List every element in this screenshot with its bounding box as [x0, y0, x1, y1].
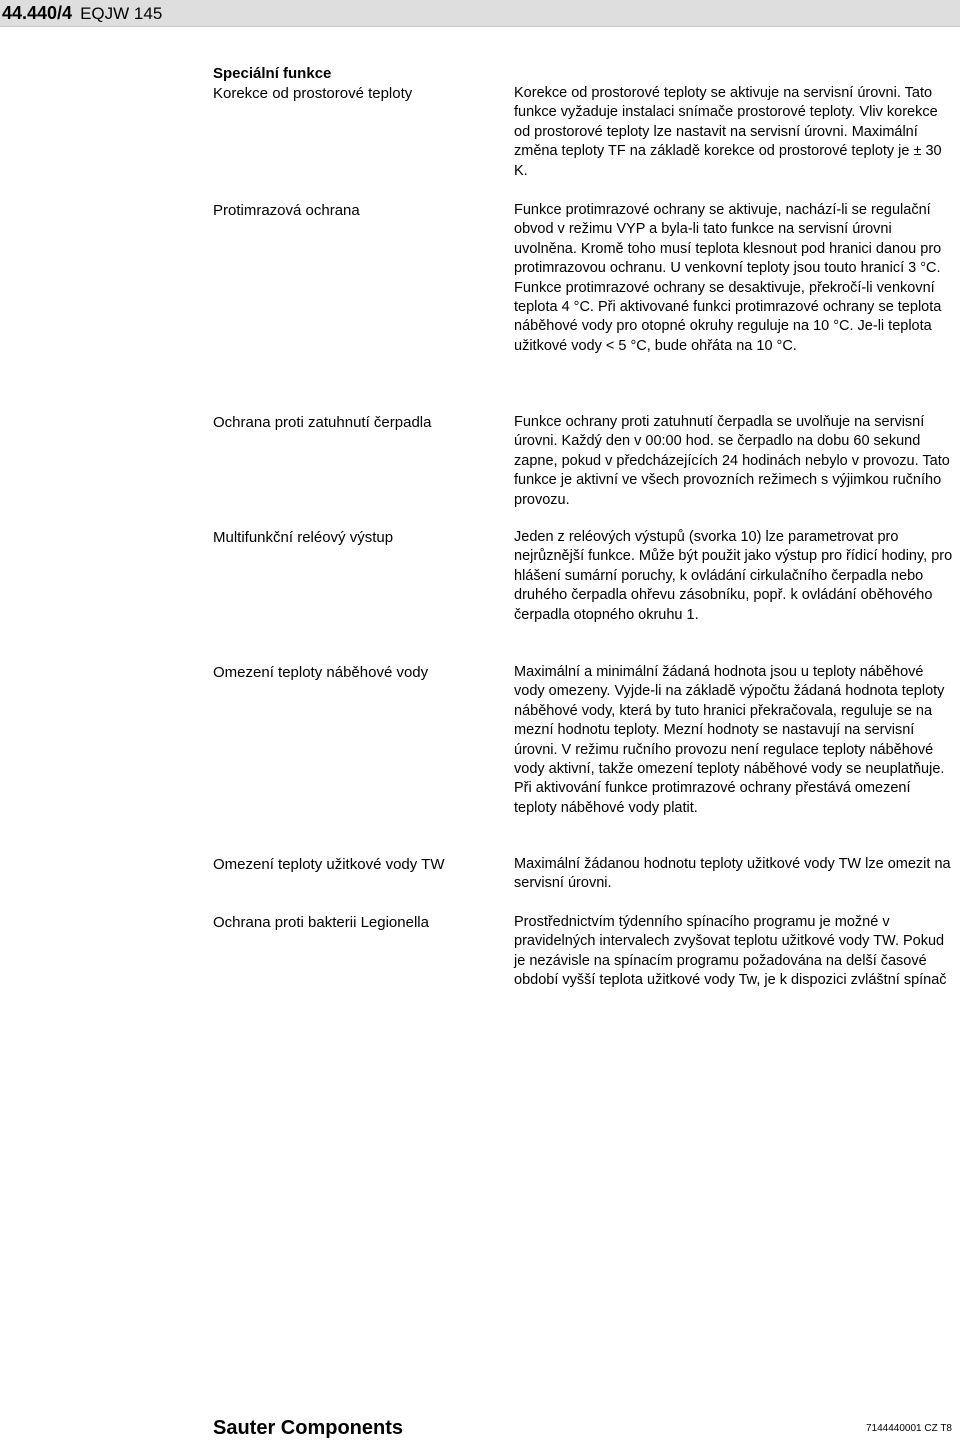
product-code: EQJW 145 — [80, 4, 163, 23]
section-title: Speciální funkce — [213, 65, 332, 82]
label-legionella-protection: Ochrana proti bakterii Legionella — [213, 914, 429, 931]
desc-multifunction-relay: Jeden z reléových výstupů (svorka 10) lze parametrovat pro nejrůznější funkce. Může být použit jako výstup pro řídicí hodiny, pro hlášení sumární poruchy, k ovládání cirkulačního čerpadla nebo druhého čerpadla ohřevu zásobníku, popř. k ovládání oběhového čerpadla otopného okruhu 1. — [514, 529, 953, 623]
label-flow-temp-limit: Omezení teploty náběhové vody — [213, 664, 429, 681]
desc-pump-seizing-protection: Funkce ochrany proti zatuhnutí čerpadla se uvolňuje na servisní úrovni. Každý den v 00:00 hod. se čerpadlo na dobu 60 sekund zapne, pokud v předcházejících 24 hodinách nebylo v provozu. Tato funkce je aktivní ve všech provozních režimech s výjimkou ručního provozu. — [514, 414, 950, 508]
label-frost-protection: Protimrazová ochrana — [213, 202, 360, 219]
page-header — [0, 0, 960, 27]
footer-document-code: 7144440001 CZ T8 — [866, 1423, 952, 1434]
label-pump-seizing-protection: Ochrana proti zatuhnutí čerpadla — [213, 414, 432, 431]
desc-frost-protection: Funkce protimrazové ochrany se aktivuje, nachází-li se regulační obvod v režimu VYP a byla-li tato funkce na servisní úrovni uvolněna. Kromě toho musí teplota klesnout pod hranici danou pro protimrazovou ochranu. U venkovní teploty jsou touto hranicí 3 °C. Funkce protimrazové ochrany se desaktivuje, překročí-li venkovní teplota 4 °C. Při aktivované funkci protimrazové ochrany se teplota náběhové vody pro otopné okruhy reguluje na 10 °C. Je-li teplota užitkové vody < 5 °C, bude ohřáta na 10 °C. — [514, 202, 942, 354]
label-dhw-temp-limit: Omezení teploty užitkové vody TW — [213, 856, 445, 873]
desc-room-temp-correction: Korekce od prostorové teploty se aktivuje na servisní úrovni. Tato funkce vyžaduje instalaci snímače prostorové teploty. Vliv korekce od prostorové teploty lze nastavit na servisní úrovni. Maximální změna teploty TF na základě korekce od prostorové teploty je ± 30 K. — [514, 85, 942, 179]
desc-flow-temp-limit: Maximální a minimální žádaná hodnota jsou u teploty náběhové vody omezeny. Vyjde-li na základě výpočtu žádaná hodnota teploty náběhové vody, která by tuto hranici překračovala, reguluje se na mezní hodnotu teploty. Mezní hodnoty se nastavují na servisní úrovni. V režimu ručního provozu není regulace teploty náběhové vody aktivní, takže omezení teploty náběhové vody se neuplatňuje. Při aktivování funkce protimrazové ochrany přestává omezení teploty náběhové vody platit. — [514, 664, 945, 816]
desc-legionella-protection: Prostřednictvím týdenního spínacího programu je možné v pravidelných intervalech zvyšovat teplotu užitkové vody TW. Pokud je nezávisle na spínacím programu požadována na delší časové období vyšší teplota užitkové vody Tw, je k dispozici zvláštní spínač — [514, 914, 947, 989]
desc-dhw-temp-limit: Maximální žádanou hodnotu teploty užitkové vody TW lze omezit na servisní úrovni. — [514, 856, 951, 892]
footer-company: Sauter Components — [213, 1417, 404, 1439]
label-room-temp-correction: Korekce od prostorové teploty — [213, 85, 413, 102]
label-multifunction-relay: Multifunkční reléový výstup — [213, 529, 394, 546]
doc-number-text: 44.440/4 — [2, 3, 73, 23]
document-number — [2, 1, 162, 26]
